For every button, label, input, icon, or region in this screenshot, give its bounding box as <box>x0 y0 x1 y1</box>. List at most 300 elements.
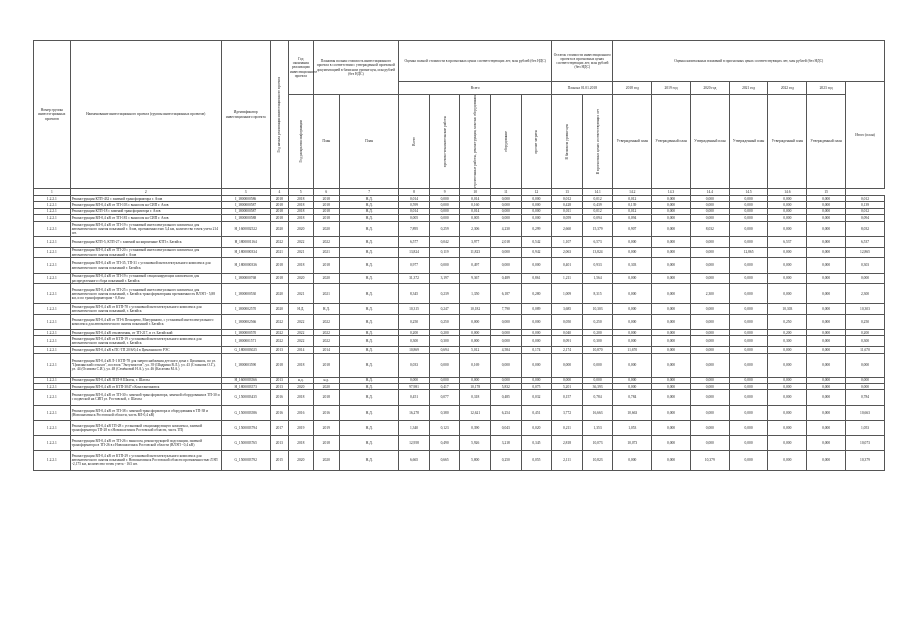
value-cell: 0,000 <box>652 314 691 329</box>
group-number-cell: 1.2.2.1 <box>34 196 71 202</box>
value-cell: 0,000 <box>613 236 652 247</box>
value-cell: 0,012 <box>613 208 652 214</box>
project-name-cell: Реконструкция ВЛ-0,4 кВ от ТП-181 с выносом на СИП г. Азов <box>70 215 221 221</box>
group-number-cell: 1.2.2.1 <box>34 405 71 420</box>
value-cell: 0,000 <box>807 221 846 236</box>
planned-cost-value-cell: Н.Д. <box>340 202 399 208</box>
group-number-cell: 1.2.2.1 <box>34 258 71 273</box>
value-cell: 5,800 <box>460 451 491 471</box>
column-number: 6 <box>313 189 340 196</box>
value-cell: 0,401 <box>552 258 583 273</box>
group-number-cell: 1.2.2.1 <box>34 390 71 405</box>
project-name-cell: Реконструкция ВЛ-0,4 кВ от КТП-78 с установкой интеллектуального комплекса для автоматического снятия показаний, г. Батайск <box>70 304 221 315</box>
value-cell: 0,000 <box>690 420 729 435</box>
planned-cost-value-cell: Н.Д. <box>340 329 399 335</box>
value-cell: 0,000 <box>729 435 768 450</box>
project-id-cell: I_1800000570 <box>221 329 270 335</box>
value-cell: 0,000 <box>491 215 522 221</box>
table-row <box>34 420 885 435</box>
header-approved-2018: Утвержденный план <box>613 95 652 189</box>
value-cell: 0,011 <box>552 208 583 214</box>
end-year-cell: н.д. <box>289 377 313 383</box>
planned-cost-value-cell: Н.Д. <box>340 420 399 435</box>
end-year-cell: 2022 <box>289 314 313 329</box>
investment-projects-table <box>33 40 885 471</box>
value-cell: 0,250 <box>491 451 522 471</box>
value-cell: 13,824 <box>582 247 613 258</box>
header-capital-investment: Оценка капитальных вложений в прогнозных ценах соответствующих лет, млн рублей (без НДС) <box>613 41 885 82</box>
project-name-cell: Реконструкция ВЛ-0,4 кВ от ТП-30 с заменой трансформатора, заменой оборудования в ТП-30 и с подвеской на СИП ул. Ростовской, г. Шахты <box>70 390 221 405</box>
project-name-cell: Реконструкция ВЛ-0,4 кВ от КТП-19 с установкой интеллектуального комплекса для автоматического снятия показаний, г. Батайск <box>70 336 221 347</box>
value-cell: 0,000 <box>652 284 691 304</box>
column-number: 7 <box>340 189 399 196</box>
value-cell: 0,200 <box>768 329 807 335</box>
project-name-cell: Реконструкция КТП-5, КТП-27 с заменой на кирпичные КТП г. Батайск <box>70 236 221 247</box>
value-cell: 0,000 <box>613 329 652 335</box>
group-number-cell: 1.2.2.1 <box>34 336 71 347</box>
planned-cost-value-cell: Н.Д. <box>340 353 399 377</box>
value-cell: 7,895 <box>399 221 430 236</box>
value-cell: 0,428 <box>552 202 583 208</box>
value-cell: 0,451 <box>399 390 430 405</box>
value-cell: 0,000 <box>690 258 729 273</box>
value-cell: 0,000 <box>690 202 729 208</box>
table-row <box>34 304 885 315</box>
project-id-cell: H_1600002522 <box>221 221 270 236</box>
value-cell: 0,020 <box>521 420 552 435</box>
value-cell: 0,000 <box>690 273 729 284</box>
value-cell: 4,230 <box>491 221 522 236</box>
project-id-cell: I_1800000588 <box>221 215 270 221</box>
column-number: 5 <box>289 189 313 196</box>
value-cell: 0,000 <box>690 353 729 377</box>
value-cell: 0,000 <box>729 202 768 208</box>
value-cell: 0,000 <box>729 347 768 353</box>
value-cell: 0,000 <box>768 221 807 236</box>
value-cell: 8,315 <box>582 284 613 304</box>
project-name-cell: Реконструкция ВЛ-0,4 кВ отключения, от ТП-217, в ст. Батайский <box>70 329 221 335</box>
value-cell: 0,042 <box>429 236 460 247</box>
total-plan-cell: 0,784 <box>846 390 885 405</box>
value-cell: 0,000 <box>807 314 846 329</box>
value-cell: 0,000 <box>768 215 807 221</box>
value-cell: 1,350 <box>460 284 491 304</box>
header-equipment: оборудование <box>491 95 522 189</box>
value-cell: 2,111 <box>552 451 583 471</box>
value-cell: 0,000 <box>613 336 652 347</box>
value-cell: 0,000 <box>613 273 652 284</box>
value-cell: 0,160 <box>460 202 491 208</box>
value-cell: 0,000 <box>768 451 807 471</box>
planned-cost-cell: 2016 <box>313 405 340 420</box>
project-id-cell: H_1800000336 <box>221 258 270 273</box>
value-cell: 0,000 <box>521 329 552 335</box>
value-cell: 0,000 <box>652 405 691 420</box>
table-row <box>34 258 885 273</box>
planned-cost-value-cell: Н.Д. <box>340 314 399 329</box>
header-project-id: Идентификатор инвестиционного проекта <box>221 41 270 189</box>
planned-cost-cell: 2018 <box>313 202 340 208</box>
value-cell: 0,000 <box>768 353 807 377</box>
value-cell: 10,663 <box>613 405 652 420</box>
value-cell: 0,000 <box>521 202 552 208</box>
value-cell: 10,303 <box>582 304 613 315</box>
value-cell: 0,000 <box>652 390 691 405</box>
value-cell: 0,000 <box>491 336 522 347</box>
value-cell: 0,000 <box>491 247 522 258</box>
value-cell: 0,000 <box>729 314 768 329</box>
column-number: 3 <box>221 189 270 196</box>
start-year-cell: 2017 <box>270 420 288 435</box>
value-cell: 0,000 <box>613 353 652 377</box>
planned-cost-cell: 2022 <box>313 329 340 335</box>
total-plan-cell: 12,865 <box>846 247 885 258</box>
header-year-2021: 2021 год <box>729 82 768 95</box>
value-cell: 0,012 <box>582 196 613 202</box>
group-number-cell: 1.2.2.1 <box>34 273 71 284</box>
value-cell: 0,174 <box>521 347 552 353</box>
value-cell: 0,000 <box>652 304 691 315</box>
planned-cost-cell: 2022 <box>313 314 340 329</box>
planned-cost-value-cell: Н.Д. <box>340 390 399 405</box>
value-cell: 0,000 <box>429 202 460 208</box>
planned-cost-value-cell: Н.Д. <box>340 451 399 471</box>
value-cell: 0,000 <box>807 273 846 284</box>
project-id-cell: G_1500003792 <box>221 451 270 471</box>
end-year-cell: 2018 <box>289 258 313 273</box>
value-cell: 0,200 <box>399 329 430 335</box>
value-cell: 0,977 <box>399 258 430 273</box>
planned-cost-cell: 2020 <box>313 383 340 389</box>
header-approved-2023: Утвержденный план <box>807 95 846 189</box>
project-id-cell: G_1500003765 <box>221 435 270 450</box>
start-year-cell: 2018 <box>270 353 288 377</box>
value-cell: 0,489 <box>491 273 522 284</box>
header-full-cost-estimate: Оценка полной стоимости в прогнозных ценах соответствующих лет, млн рублей (без НДС) <box>399 41 552 82</box>
table-row <box>34 284 885 304</box>
value-cell: 0,055 <box>521 451 552 471</box>
value-cell: 0,000 <box>807 247 846 258</box>
value-cell: 3,772 <box>552 405 583 420</box>
column-number: 13 <box>552 189 583 196</box>
total-plan-cell: 10,303 <box>846 304 885 315</box>
value-cell: 0,439 <box>582 202 613 208</box>
value-cell: 16,278 <box>399 405 430 420</box>
value-cell: 0,907 <box>613 221 652 236</box>
value-cell: 6,537 <box>768 236 807 247</box>
planned-cost-cell: 2020 <box>313 451 340 471</box>
value-cell: 0,665 <box>429 451 460 471</box>
value-cell: 0,000 <box>652 258 691 273</box>
value-cell: 0,091 <box>552 336 583 347</box>
total-plan-cell: 0,139 <box>846 202 885 208</box>
value-cell: 0,000 <box>552 353 583 377</box>
value-cell: 6,573 <box>582 236 613 247</box>
start-year-cell: 2013 <box>270 435 288 450</box>
project-name-cell: Реконструкция ВЛ-0,4 кВ от ТП-38 с заменой трансформатора и оборудования в ТП-38 и (Новошахтинск Ростовской области, часть ВЛ-0,4 кВ) <box>70 405 221 420</box>
value-cell: 0,000 <box>768 377 807 383</box>
column-number: 10 <box>460 189 491 196</box>
value-cell: 13,824 <box>399 247 430 258</box>
value-cell: 12,621 <box>460 405 491 420</box>
project-id-cell: H_1800000334 <box>221 247 270 258</box>
group-number-cell: 1.2.2.1 <box>34 284 71 304</box>
value-cell: 0,000 <box>652 208 691 214</box>
planned-cost-value-cell: Н.Д. <box>340 236 399 247</box>
value-cell: 0,250 <box>429 314 460 329</box>
value-cell: 0,089 <box>521 304 552 315</box>
value-cell: 0,250 <box>399 314 430 329</box>
start-year-cell: 2015 <box>270 451 288 471</box>
value-cell: 1,564 <box>582 273 613 284</box>
value-cell: 0,000 <box>729 383 768 389</box>
value-cell: 10,869 <box>399 347 430 353</box>
value-cell: 0,000 <box>521 336 552 347</box>
header-design-works: проектно-изыскательские работы <box>429 95 460 189</box>
header-all: Всего <box>399 95 430 189</box>
end-year-cell: 2018 <box>289 215 313 221</box>
value-cell: 0,300 <box>399 336 430 347</box>
column-number: 14.4 <box>690 189 729 196</box>
end-year-cell: 2016 <box>289 405 313 420</box>
value-cell: 5,012 <box>460 347 491 353</box>
value-cell: 0,000 <box>768 208 807 214</box>
value-cell: 0,000 <box>807 202 846 208</box>
value-cell: 0,000 <box>807 208 846 214</box>
value-cell: 0,000 <box>460 336 491 347</box>
value-cell: 0,000 <box>768 435 807 450</box>
total-plan-cell: 0,200 <box>846 329 885 335</box>
header-year-2018: 2018 год <box>613 82 652 95</box>
start-year-cell: 2013 <box>270 347 288 353</box>
value-cell: 2,660 <box>552 221 583 236</box>
value-cell: 0,000 <box>613 284 652 304</box>
group-number-cell: 1.2.2.1 <box>34 353 71 377</box>
total-plan-cell: 8,032 <box>846 221 885 236</box>
value-cell: 0,247 <box>429 304 460 315</box>
value-cell: 0,000 <box>613 377 652 383</box>
value-cell: 0,000 <box>807 284 846 304</box>
value-cell: 0,000 <box>807 304 846 315</box>
value-cell: 0,200 <box>582 329 613 335</box>
value-cell: 0,000 <box>652 336 691 347</box>
planned-cost-value-cell: Н.Д. <box>340 258 399 273</box>
value-cell: 0,000 <box>768 247 807 258</box>
header-year-2023: 2023 год <box>807 82 846 95</box>
value-cell: 0,000 <box>729 215 768 221</box>
value-cell: 0,000 <box>460 314 491 329</box>
value-cell: 0,000 <box>690 405 729 420</box>
value-cell: 10,379 <box>690 451 729 471</box>
value-cell: 0,784 <box>613 390 652 405</box>
table-row <box>34 273 885 284</box>
value-cell: 0,000 <box>807 258 846 273</box>
project-id-cell: I_1800002566 <box>221 314 270 329</box>
planned-cost-cell: 2020 <box>313 221 340 236</box>
planned-cost-value-cell: Н.Д. <box>340 221 399 236</box>
value-cell: 0,599 <box>399 202 430 208</box>
value-cell: 0,000 <box>460 377 491 383</box>
project-id-cell: G_1500003435 <box>221 390 270 405</box>
value-cell: 0,390 <box>460 420 491 435</box>
end-year-cell: 2018 <box>289 202 313 208</box>
project-name-cell: Реконструкция КТП-432 с заменой трансформатора г. Азов <box>70 196 221 202</box>
value-cell: 0,000 <box>807 236 846 247</box>
end-year-cell: 2014 <box>289 347 313 353</box>
project-name-cell: Реконструкция ВЛ-0,4 кВ от КТП-29 с установкой интеллектуального комплекса для автоматического снятия показаний г. Новошахтинск Ростовской области протяженностью ЛЭП -2,175 км, количество точек учета - 163 шт. <box>70 451 221 471</box>
table-row <box>34 390 885 405</box>
value-cell: 12,865 <box>729 247 768 258</box>
value-cell: 0,942 <box>521 247 552 258</box>
end-year-cell: 2018 <box>289 353 313 377</box>
column-number: 14.3 <box>652 189 691 196</box>
value-cell: 0,250 <box>768 314 807 329</box>
start-year-cell: 2022 <box>270 336 288 347</box>
column-number: 14.6 <box>768 189 807 196</box>
project-id-cell: G_1500003586 <box>221 405 270 420</box>
start-year-cell: 2018 <box>270 202 288 208</box>
total-plan-cell: 0,000 <box>846 383 885 389</box>
value-cell: 0,000 <box>429 208 460 214</box>
value-cell: 10,823 <box>582 451 613 471</box>
value-cell: 0,033 <box>399 353 430 377</box>
value-cell: 0,000 <box>729 273 768 284</box>
header-plan-a: План <box>313 95 340 189</box>
value-cell: 0,000 <box>429 353 460 377</box>
total-plan-cell: 11,670 <box>846 347 885 353</box>
value-cell: 0,000 <box>613 451 652 471</box>
planned-cost-value-cell: Н.Д. <box>340 196 399 202</box>
value-cell: 2,306 <box>460 221 491 236</box>
value-cell: 0,259 <box>429 221 460 236</box>
header-year-2020: 2020 год <box>690 82 729 95</box>
end-year-cell: 2018 <box>289 196 313 202</box>
table-row <box>34 247 885 258</box>
value-cell: 0,861 <box>521 273 552 284</box>
project-name-cell: Реконструкция ВЛ-0,4 кВ от ТП-26 с выносом, реконструкцией подстанции, заменой трансформатора в ТП-26 в г.Новошахтинск Ростовской области (ВЛЭП - 0,4 кВ) <box>70 435 221 450</box>
value-cell: 0,345 <box>521 435 552 450</box>
start-year-cell: 2016 <box>270 390 288 405</box>
column-number: 8 <box>399 189 430 196</box>
table-row <box>34 353 885 377</box>
value-cell: 0,200 <box>429 329 460 335</box>
value-cell: 31,372 <box>399 273 430 284</box>
total-plan-cell: 6,537 <box>846 236 885 247</box>
value-cell: 0,000 <box>807 329 846 335</box>
column-number: 14.2 <box>613 189 652 196</box>
total-plan-cell: 0,000 <box>846 377 885 383</box>
value-cell: 0,000 <box>652 329 691 335</box>
planned-cost-cell: Н.Д. <box>313 304 340 315</box>
start-year-cell: 2018 <box>270 273 288 284</box>
value-cell: 0,000 <box>652 377 691 383</box>
value-cell: 0,000 <box>807 451 846 471</box>
group-number-cell: 1.2.2.1 <box>34 420 71 435</box>
value-cell: 0,014 <box>399 196 430 202</box>
project-id-cell: I_1800003590 <box>221 353 270 377</box>
value-cell: 0,000 <box>491 329 522 335</box>
value-cell: 0,000 <box>807 383 846 389</box>
value-cell: 0,000 <box>521 208 552 214</box>
value-cell: 0,000 <box>491 314 522 329</box>
value-cell: 0,000 <box>807 377 846 383</box>
planned-cost-value-cell: Н.Д. <box>340 383 399 389</box>
project-name-cell: Реконструкция ВЛ-0,4 кВ от ТП-20 с установкой интеллектуального комплекса для автоматического снятия показаний г. Азов <box>70 247 221 258</box>
project-id-cell: G_1500003794 <box>221 420 270 435</box>
value-cell: 0,005 <box>460 215 491 221</box>
value-cell: 0,000 <box>613 247 652 258</box>
total-plan-cell: 2,300 <box>846 284 885 304</box>
value-cell: 1,053 <box>613 420 652 435</box>
value-cell: 2,063 <box>552 247 583 258</box>
value-cell: 0,077 <box>429 390 460 405</box>
project-name-cell: Реконструкция ВЛ-0,4 кВ ЛПЛ-8 Шахты, г. Шахты <box>70 377 221 383</box>
value-cell: 9,367 <box>460 273 491 284</box>
end-year-cell: 2018 <box>289 435 313 450</box>
value-cell: 0,000 <box>690 196 729 202</box>
planned-cost-cell: 2018 <box>313 196 340 202</box>
column-number: 11 <box>491 189 522 196</box>
planned-cost-value-cell: Н.Д. <box>340 215 399 221</box>
end-year-cell: 2020 <box>289 383 313 389</box>
header-start-year: Год начала реализации инвестиционного проекта <box>270 41 288 189</box>
value-cell: 0,000 <box>768 383 807 389</box>
value-cell: 10,073 <box>613 435 652 450</box>
value-cell: 0,000 <box>690 347 729 353</box>
value-cell: 12,958 <box>399 435 430 450</box>
planned-cost-value-cell: Н.Д. <box>340 273 399 284</box>
project-id-cell: I_1800000587 <box>221 208 270 214</box>
value-cell: 5,926 <box>460 435 491 450</box>
planned-cost-cell: 2018 <box>313 353 340 377</box>
value-cell: 0,000 <box>652 196 691 202</box>
header-total-plan: Итого (план) <box>846 82 885 189</box>
value-cell: 0,032 <box>521 390 552 405</box>
total-plan-cell: 0,300 <box>846 336 885 347</box>
total-plan-cell: 0,000 <box>846 273 885 284</box>
group-number-cell: 1.2.2.1 <box>34 435 71 450</box>
header-approved-2022: Утвержденный план <box>768 95 807 189</box>
planned-cost-cell: 2018 <box>313 208 340 214</box>
value-cell: 10,303 <box>768 304 807 315</box>
value-cell: 0,000 <box>552 377 583 383</box>
value-cell: 97,981 <box>399 383 430 389</box>
project-name-cell: Реконструкция ВЛ-0,4 кВ от ТП-19 с установкой секционирующих комплексов для распределенного сбора показаний г. Батайск <box>70 273 221 284</box>
header-group-number: Номер группы инвести-ционных проектов <box>34 41 71 189</box>
column-number: 1 <box>34 189 71 196</box>
value-cell: 0,000 <box>729 329 768 335</box>
value-cell: 0,000 <box>690 390 729 405</box>
group-number-cell: 1.2.2.1 <box>34 347 71 353</box>
value-cell: 0,000 <box>807 336 846 347</box>
header-approved-2019: Утвержденный план <box>652 95 691 189</box>
value-cell: 0,000 <box>768 258 807 273</box>
end-year-cell: 2022 <box>289 236 313 247</box>
group-number-cell: 1.2.2.1 <box>34 247 71 258</box>
value-cell: 0,000 <box>807 196 846 202</box>
end-year-cell: 2021 <box>289 284 313 304</box>
value-cell: 0,300 <box>429 336 460 347</box>
end-year-cell: 2020 <box>289 221 313 236</box>
value-cell: 2,174 <box>552 347 583 353</box>
header-approved-2020: Утвержденный план <box>690 95 729 189</box>
header-planned-cost: Плановая полная стоимость инвестиционного проекта в соответствии с утвержденной проектной документацией в базисном уровне цен, млн рублей (без НДС) <box>313 41 399 95</box>
value-cell: 0,000 <box>729 284 768 304</box>
value-cell: 0,451 <box>521 405 552 420</box>
value-cell: 0,000 <box>690 314 729 329</box>
planned-cost-value-cell: Н.Д. <box>340 435 399 450</box>
value-cell: 0,542 <box>521 236 552 247</box>
